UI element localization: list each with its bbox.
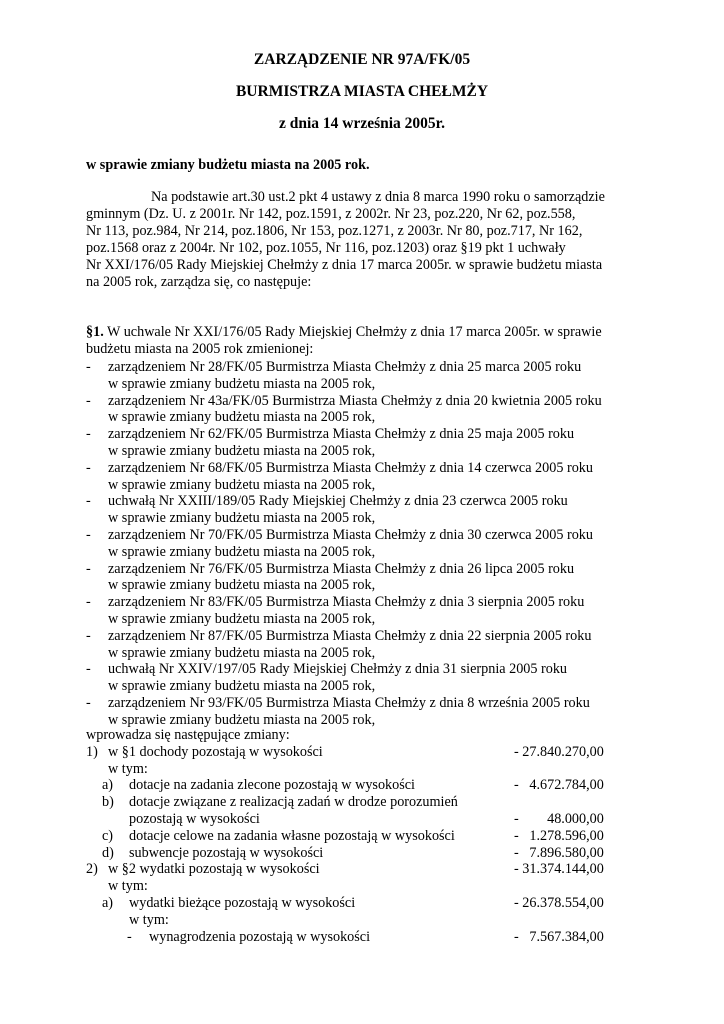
item-amount: - 27.840.270,00	[514, 743, 604, 760]
list-item-text: zarządzeniem Nr 76/FK/05 Burmistrza Miasta Chełmży z dnia 26 lipca 2005 roku	[108, 560, 575, 577]
list-item-text: zarządzeniem Nr 87/FK/05 Burmistrza Miasta Chełmży z dnia 22 sierpnia 2005 roku	[108, 627, 592, 644]
list-item-text: w sprawie zmiany budżetu miasta na 2005 rok,	[108, 476, 376, 493]
item-number: 2)	[86, 861, 98, 878]
item-label: w §1 dochody pozostają w wysokości	[108, 743, 323, 760]
item-amount: - 48.000,00	[514, 810, 604, 827]
list-item-text: w sprawie zmiany budżetu miasta na 2005 rok,	[108, 610, 376, 627]
list-item-continuation	[86, 376, 626, 393]
list-item-text: zarządzeniem Nr 70/FK/05 Burmistrza Miasta Chełmży z dnia 30 czerwca 2005 roku	[108, 526, 593, 543]
paragraph-line: gminnym (Dz. U. z 2001r. Nr 142, poz.1591, z 2002r. Nr 23, poz.220, Nr 62, poz.558,	[86, 206, 576, 222]
list-dash: -	[86, 459, 91, 476]
list-dash: -	[86, 426, 91, 443]
paragraph-line: budżetu miasta na 2005 rok zmienionej:	[86, 341, 314, 357]
list-item	[86, 527, 626, 544]
list-item-continuation	[86, 645, 626, 662]
list-item-continuation	[86, 409, 626, 426]
list-item-text: zarządzeniem Nr 93/FK/05 Burmistrza Miasta Chełmży z dnia 8 września 2005 roku	[108, 694, 590, 711]
legal-basis-paragraph	[86, 189, 626, 291]
list-item	[86, 393, 626, 410]
list-item-continuation	[86, 712, 626, 729]
list-item-text: zarządzeniem Nr 28/FK/05 Burmistrza Miasta Chełmży z dnia 25 marca 2005 roku	[108, 359, 582, 375]
w-tym-label: w tym:	[108, 760, 148, 777]
list-item-text: w sprawie zmiany budżetu miasta na 2005 rok,	[108, 543, 376, 560]
list-dash: -	[86, 594, 91, 611]
list-item-text: w sprawie zmiany budżetu miasta na 2005 rok,	[108, 375, 376, 392]
budget-row	[86, 878, 626, 895]
list-item	[86, 628, 626, 645]
list-item	[86, 493, 626, 510]
item-letter: b)	[102, 794, 114, 811]
list-item	[86, 594, 626, 611]
list-item-text: w sprawie zmiany budżetu miasta na 2005 rok,	[108, 711, 376, 728]
item-amount: - 7.567.384,00	[514, 928, 604, 945]
item-amount: - 26.378.554,00	[514, 894, 604, 911]
item-letter: c)	[102, 827, 114, 844]
changes-intro-row	[86, 727, 626, 744]
section-label: §1.	[86, 324, 104, 340]
item-label: dotacje na zadania zlecone pozostają w wysokości	[129, 777, 415, 794]
item-amount: - 1.278.596,00	[514, 827, 604, 844]
list-item	[86, 426, 626, 443]
list-item-continuation	[86, 577, 626, 594]
w-tym-label: w tym:	[108, 878, 148, 895]
item-amount: - 31.374.144,00	[514, 861, 604, 878]
list-dash: -	[86, 627, 91, 644]
list-item-continuation	[86, 611, 626, 628]
list-item-text: w sprawie zmiany budżetu miasta na 2005 rok,	[108, 577, 376, 594]
amendments-list	[86, 359, 626, 729]
list-item	[86, 661, 626, 678]
list-item-continuation	[86, 443, 626, 460]
budget-row	[86, 929, 626, 946]
list-item-text: zarządzeniem Nr 43a/FK/05 Burmistrza Miasta Chełmży z dnia 20 kwietnia 2005 roku	[108, 392, 602, 409]
paragraph-line: Na podstawie art.30 ust.2 pkt 4 ustawy z dnia 8 marca 1990 roku o samorządzie	[151, 189, 605, 205]
document-title: ZARZĄDZENIE NR 97A/FK/05	[253, 51, 471, 68]
item-label: dotacje związane z realizacją zadań w drodze porozumień	[129, 794, 458, 811]
paragraph-line	[86, 324, 626, 341]
item-label: dotacje celowe na zadania własne pozostają w wysokości	[129, 827, 455, 844]
list-item-text: w sprawie zmiany budżetu miasta na 2005 rok,	[108, 442, 376, 459]
document-issuer: BURMISTRZA MIASTA CHEŁMŻY	[235, 83, 489, 100]
list-item	[86, 460, 626, 477]
budget-row	[86, 761, 626, 778]
list-item	[86, 695, 626, 712]
item-label: w §2 wydatki pozostają w wysokości	[108, 861, 320, 878]
paragraph-line: na 2005 rok, zarządza się, co następuje:	[86, 274, 312, 290]
list-item	[86, 359, 626, 376]
list-item-text: uchwałą Nr XXIII/189/05 Rady Miejskiej Chełmży z dnia 23 czerwca 2005 roku	[108, 493, 568, 510]
budget-row	[86, 811, 626, 828]
list-item-text: zarządzeniem Nr 62/FK/05 Burmistrza Miasta Chełmży z dnia 25 maja 2005 roku	[108, 426, 575, 443]
budget-row	[86, 912, 626, 929]
item-label: subwencje pozostają w wysokości	[129, 844, 324, 861]
budget-changes	[86, 727, 626, 945]
budget-row	[86, 895, 626, 912]
list-dash: -	[86, 560, 91, 577]
item-number: 1)	[86, 743, 98, 760]
list-item-text: w sprawie zmiany budżetu miasta na 2005 rok,	[108, 678, 376, 695]
list-item-continuation	[86, 510, 626, 527]
list-item-text: w sprawie zmiany budżetu miasta na 2005 rok,	[108, 644, 376, 661]
paragraph-line: Nr XXI/176/05 Rady Miejskiej Chełmży z dnia 17 marca 2005r. w sprawie budżetu miasta	[86, 257, 603, 273]
paragraph-line: poz.1568 oraz z 2004r. Nr 102, poz.1055, Nr 116, poz.1203) oraz §19 pkt 1 uchwały	[86, 240, 566, 256]
list-item-continuation	[86, 544, 626, 561]
item-letter: a)	[102, 777, 114, 794]
item-dash: -	[127, 928, 132, 945]
section-text: W uchwale Nr XXI/176/05 Rady Miejskiej Chełmży z dnia 17 marca 2005r. w sprawie	[103, 324, 602, 340]
item-label: wydatki bieżące pozostają w wysokości	[129, 894, 356, 911]
item-label: wynagrodzenia pozostają w wysokości	[149, 928, 371, 945]
item-label: pozostają w wysokości	[129, 810, 260, 827]
item-amount: - 7.896.580,00	[514, 844, 604, 861]
list-item-text: zarządzeniem Nr 68/FK/05 Burmistrza Miasta Chełmży z dnia 14 czerwca 2005 roku	[108, 459, 593, 476]
list-dash: -	[86, 359, 91, 375]
paragraph-line: Nr 113, poz.984, Nr 214, poz.1806, Nr 153, poz.1271, z 2003r. Nr 80, poz.717, Nr 162,	[86, 223, 583, 239]
list-item-text: w sprawie zmiany budżetu miasta na 2005 rok,	[108, 409, 376, 426]
list-dash: -	[86, 526, 91, 543]
budget-row	[86, 861, 626, 878]
section-1	[86, 324, 626, 358]
list-item-text: w sprawie zmiany budżetu miasta na 2005 rok,	[108, 510, 376, 527]
list-item-continuation	[86, 477, 626, 494]
changes-intro: wprowadza się następujące zmiany:	[86, 727, 290, 743]
list-item	[86, 561, 626, 578]
budget-row	[86, 794, 626, 811]
list-dash: -	[86, 661, 91, 678]
budget-row	[86, 777, 626, 794]
list-dash: -	[86, 392, 91, 409]
document-subject: w sprawie zmiany budżetu miasta na 2005 rok.	[86, 157, 370, 173]
list-dash: -	[86, 493, 91, 510]
item-letter: a)	[102, 894, 114, 911]
list-dash: -	[86, 694, 91, 711]
budget-row	[86, 845, 626, 862]
list-item-continuation	[86, 678, 626, 695]
budget-row	[86, 744, 626, 761]
item-letter: d)	[102, 844, 114, 861]
list-item-text: uchwałą Nr XXIV/197/05 Rady Miejskiej Chełmży z dnia 31 sierpnia 2005 roku	[108, 661, 568, 678]
document-date: z dnia 14 września 2005r.	[278, 115, 446, 132]
w-tym-label: w tym:	[129, 911, 169, 928]
list-item-text: zarządzeniem Nr 83/FK/05 Burmistrza Miasta Chełmży z dnia 3 sierpnia 2005 roku	[108, 594, 585, 611]
budget-row	[86, 828, 626, 845]
item-amount: - 4.672.784,00	[514, 777, 604, 794]
